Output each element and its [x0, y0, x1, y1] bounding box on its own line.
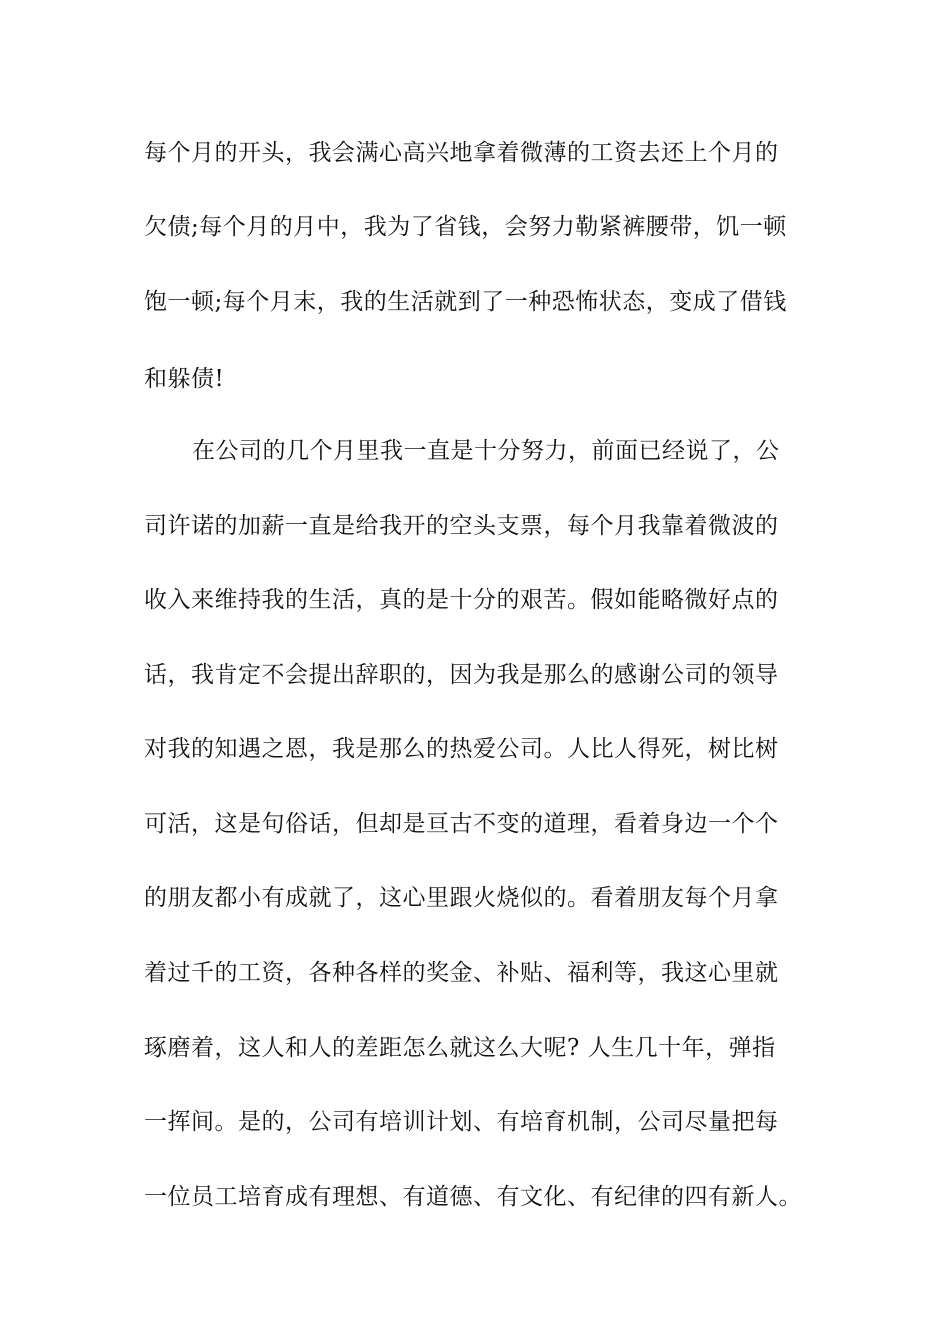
- text-line: 的朋友都小有成就了，这心里跟火烧似的。看着朋友每个月拿: [144, 885, 779, 911]
- text-line: 可活，这是句俗话，但却是亘古不变的道理，看着身边一个个: [144, 811, 779, 837]
- text-line: 对我的知遇之恩，我是那么的热爱公司。人比人得死，树比树: [144, 736, 779, 762]
- text-line: 欠债;每个月的月中，我为了省钱，会努力勒紧裤腰带，饥一顿: [144, 214, 787, 240]
- text-line: 每个月的开头，我会满心高兴地拿着微薄的工资去还上个月的: [144, 140, 779, 166]
- text-line: 司许诺的加薪一直是给我开的空头支票，每个月我靠着微波的: [144, 513, 779, 539]
- text-line: 话，我肯定不会提出辞职的，因为我是那么的感谢公司的领导: [144, 662, 779, 688]
- text-line: 在公司的几个月里我一直是十分努力，前面已经说了，公: [192, 438, 780, 464]
- text-line: 一挥间。是的，公司有培训计划、有培育机制，公司尽量把每: [144, 1109, 779, 1135]
- text-line: 一位员工培育成有理想、有道德、有文化、有纪律的四有新人。: [144, 1184, 802, 1210]
- text-line: 和躲债!: [144, 366, 225, 392]
- text-line: 着过千的工资，各种各样的奖金、补贴、福利等，我这心里就: [144, 960, 779, 986]
- text-line: 琢磨着，这人和人的差距怎么就这么大呢? 人生几十年，弹指: [144, 1035, 776, 1061]
- text-line: 饱一顿;每个月末，我的生活就到了一种恐怖状态，变成了借钱: [144, 289, 787, 315]
- text-line: 收入来维持我的生活，真的是十分的艰苦。假如能略微好点的: [144, 587, 779, 613]
